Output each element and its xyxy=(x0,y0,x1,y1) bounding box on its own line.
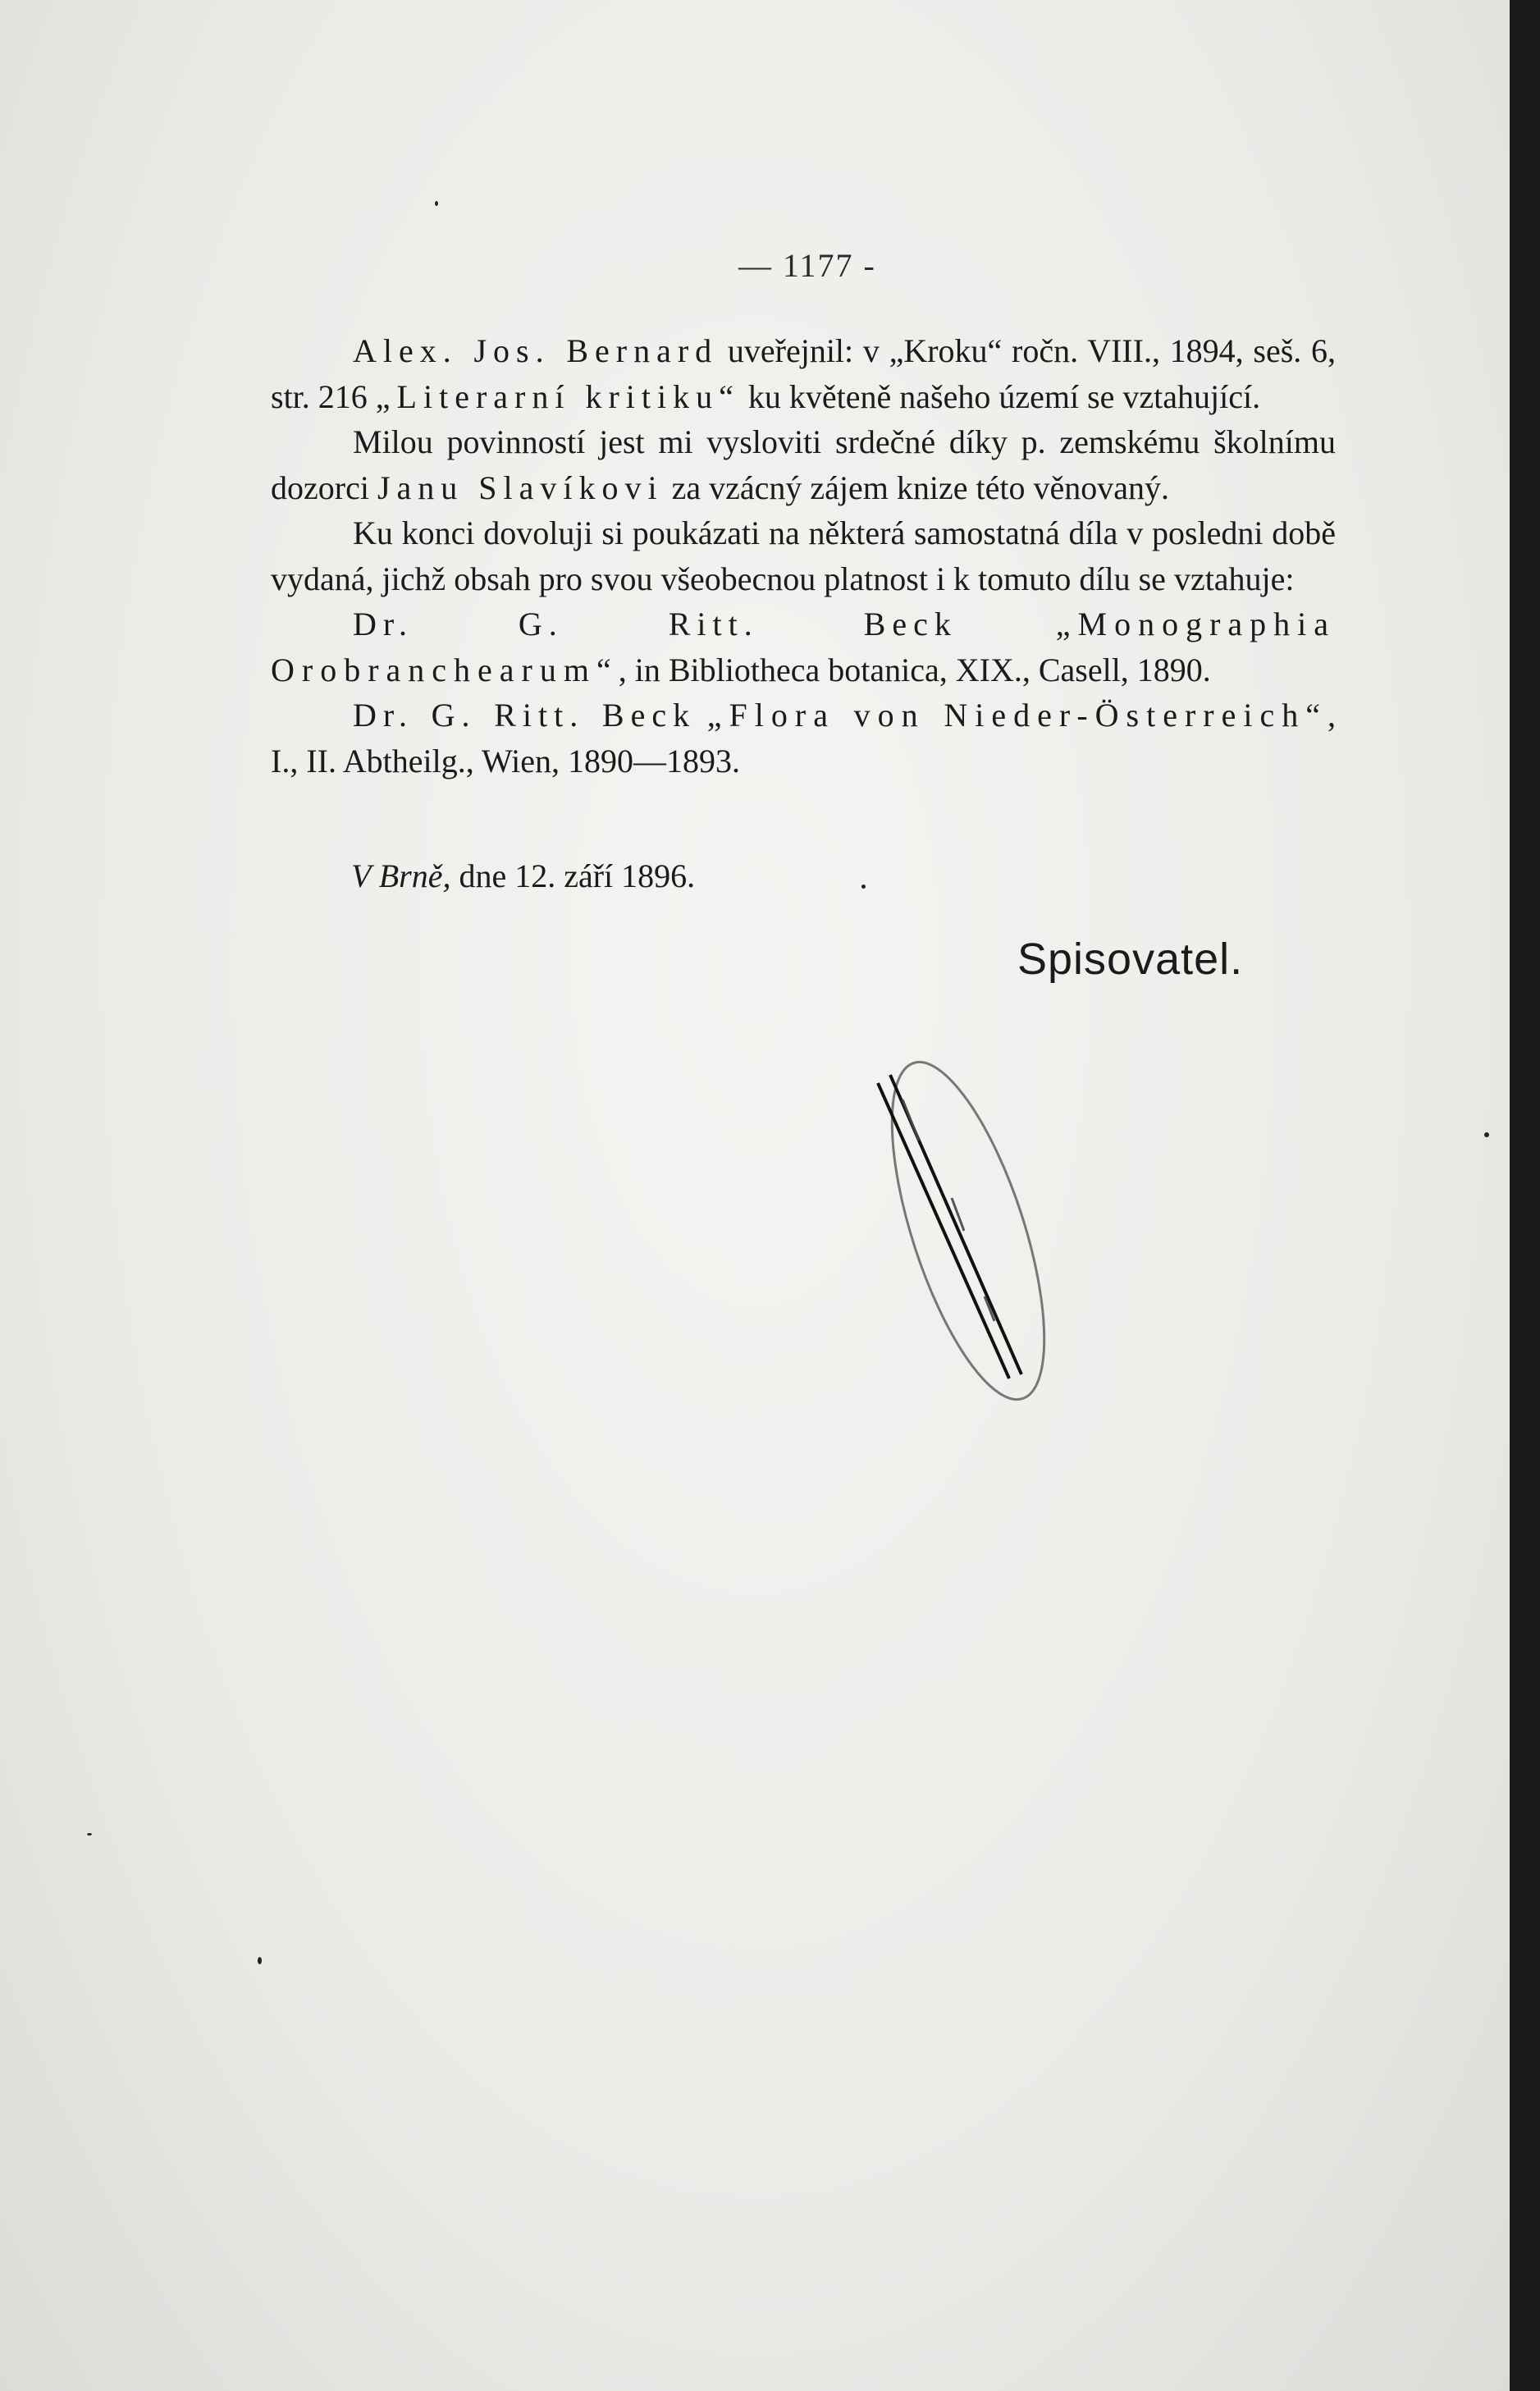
paragraph-text: Milou povinností jest mi vysloviti srdečné díky p. zemskému školnímu dozorci xyxy=(271,423,1336,506)
paragraph-references-intro: Ku konci dovoluji si poukázati na některá samostatná díla v posledni době vydaná, jichž obsah pro svou všeobecnou platnost i k tomuto dílu se vztahuje: xyxy=(271,514,1336,597)
reference-entry xyxy=(271,693,1336,784)
signature: Spisovatel. xyxy=(1017,935,1244,984)
body-text xyxy=(271,328,1336,784)
page-number: — 1177 - xyxy=(738,247,876,284)
paragraph-bernard xyxy=(271,328,1336,419)
date-text: dne 12. září 1896. xyxy=(450,857,696,894)
paper-speck xyxy=(1484,1132,1489,1137)
reference-author: Dr. G. Ritt. Beck xyxy=(353,606,957,642)
reference-details: , in Bibliotheca botanica, XIX., Casell, 1890. xyxy=(618,651,1211,688)
reference-author: Dr. G. Ritt. Beck xyxy=(353,697,697,734)
reference-title: „Monographia Orobranchearum“ xyxy=(271,606,1337,688)
paper-speck xyxy=(861,885,866,889)
reference-entry xyxy=(271,601,1336,693)
paragraph-text: za vzácný zájem knize této věnovaný. xyxy=(663,469,1169,506)
paragraph-text: ku květeně našeho území se vztahující. xyxy=(739,377,1261,415)
paper-speck xyxy=(258,1957,262,1964)
person-name: Janu Slavíkovi xyxy=(377,469,664,506)
work-title: „Literarní kritiku“ xyxy=(375,377,740,415)
date-line xyxy=(351,857,695,895)
reference-title: „Flora von Nieder-Österreich“ xyxy=(706,697,1328,734)
paragraph-thanks xyxy=(271,419,1336,510)
paper-speck xyxy=(87,1833,92,1836)
paragraph-text: uveřejnil: v „Kroku“ ročn. VIII., 1894, seš. 6, str. 216 xyxy=(271,332,1336,415)
date-place: V Brně, xyxy=(351,857,451,894)
paper-speck xyxy=(435,201,438,206)
author-name: Alex. Jos. Bernard xyxy=(353,332,719,369)
reference-details: , I., II. Abtheilg., Wien, 1890—1893. xyxy=(271,697,1336,779)
library-stamp xyxy=(853,1050,1083,1411)
